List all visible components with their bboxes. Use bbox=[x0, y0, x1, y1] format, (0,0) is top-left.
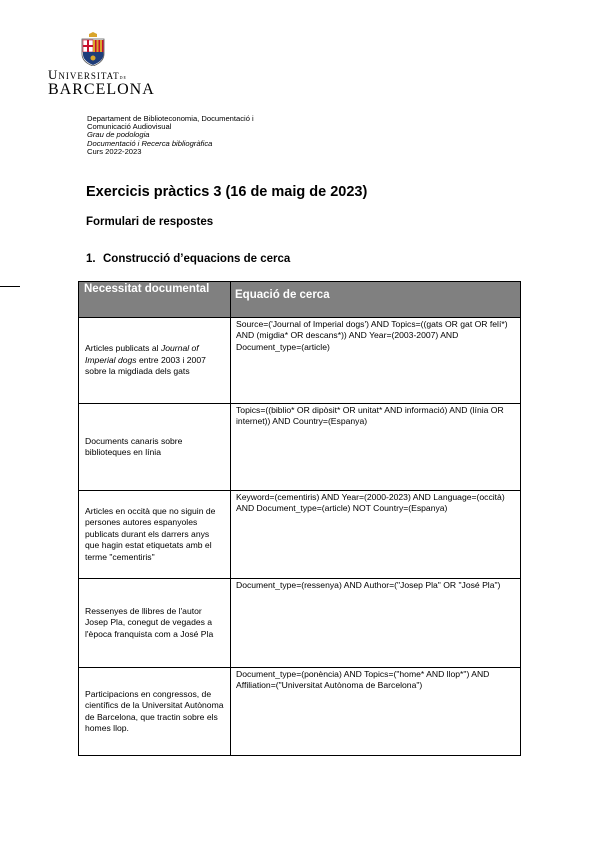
table-row bbox=[79, 404, 521, 491]
section-number: 1. bbox=[86, 253, 96, 265]
year-line: Curs 2022-2023 bbox=[87, 146, 142, 156]
need-cell: Documents canaris sobre biblioteques en línia bbox=[79, 404, 231, 491]
university-crest-icon bbox=[80, 32, 106, 66]
department-line: Departament de Biblioteconomia, Documentació i bbox=[87, 114, 254, 123]
need-cell: Participacions en congressos, de científics de la Universitat Autònoma de Barcelona, que tractin sobre els homes llop. bbox=[79, 668, 231, 756]
page-subtitle: Formulari de respostes bbox=[86, 216, 214, 228]
column-header-need: Necessitat documental bbox=[79, 282, 231, 318]
section-heading bbox=[86, 253, 290, 265]
column-header-equation: Equació de cerca bbox=[231, 282, 521, 318]
need-cell: Ressenyes de llibres de l'autor Josep Pla, conegut de vegades a l'època franquista com a José Pla bbox=[79, 579, 231, 668]
course-line: Documentació i Recerca bibliogràfica bbox=[87, 138, 213, 148]
table-header-row bbox=[79, 282, 521, 318]
table-row bbox=[79, 491, 521, 579]
table-row bbox=[79, 318, 521, 404]
course-metadata bbox=[87, 115, 254, 156]
degree-line: Grau de podologia bbox=[87, 130, 150, 140]
equation-cell[interactable]: Document_type=(ponència) AND Topics=("home* AND llop*") AND Affiliation=("Universitat Autònoma de Barcelona") bbox=[231, 668, 521, 756]
equation-cell[interactable]: Topics=((biblio* OR dipòsit* OR unitat* AND informació) AND (línia OR internet)) AND Country=(Espanya) bbox=[231, 404, 521, 491]
equation-cell[interactable]: Source=('Journal of Imperial dogs') AND Topics=((gats OR gat OR felí*) AND (migdia* OR descans*)) AND Year=(2003-2007) AND Document_type=(article) bbox=[231, 318, 521, 404]
margin-mark bbox=[0, 286, 20, 287]
equation-cell[interactable]: Keyword=(cementiris) AND Year=(2000-2023) AND Language=(occità) AND Document_type=(article) NOT Country=(Espanya) bbox=[231, 491, 521, 579]
university-name: Universitatde BARCELONA bbox=[48, 67, 155, 98]
page-title: Exercicis pràctics 3 (16 de maig de 2023) bbox=[86, 184, 368, 200]
equation-cell[interactable]: Document_type=(ressenya) AND Author=("Josep Pla" OR "José Pla") bbox=[231, 579, 521, 668]
need-cell: Articles publicats al Journal of Imperial dogs entre 2003 i 2007 sobre la migdiada dels gats bbox=[79, 318, 231, 404]
department-line-2: Comunicació Audiovisual bbox=[87, 122, 172, 132]
section-label: Construcció d’equacions de cerca bbox=[103, 253, 291, 265]
answers-table bbox=[78, 281, 521, 756]
table-row bbox=[79, 668, 521, 756]
table-row bbox=[79, 579, 521, 668]
need-cell: Articles en occità que no siguin de persones autores espanyoles publicats durant els darrers anys que hagin estat etiquetats amb el terme "cementiris" bbox=[79, 491, 231, 579]
